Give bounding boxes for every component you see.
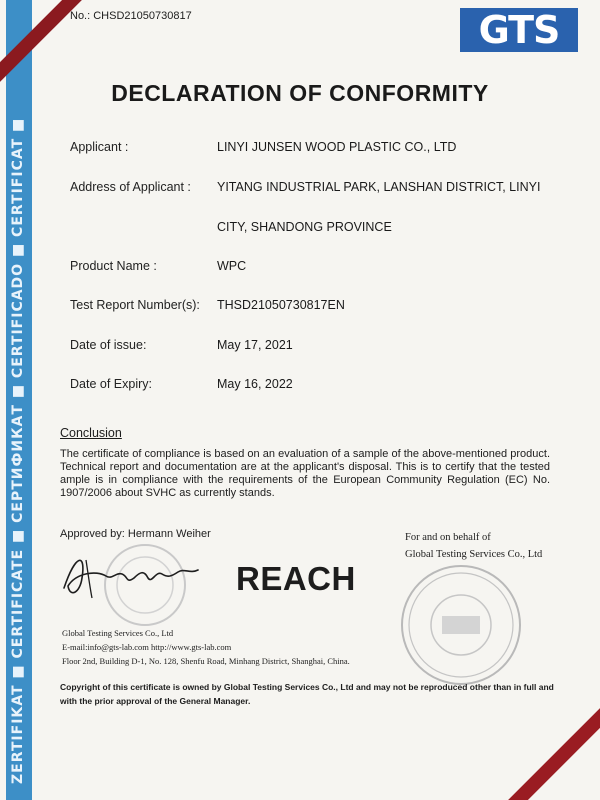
date-of-issue-label: Date of issue: [70,338,147,352]
certificate-number: No.: CHSD21050730817 [70,10,192,22]
company-contact: E-mail:info@gts-lab.com http://www.gts-lab.com [62,642,232,652]
conclusion-body: The certificate of compliance is based on an evaluation of a sample of the above-mentioned product. Technical report and documentation are at the applicant's disposal. This is to certify that the tested ample is in compliance with the requirements of the European Community Regulation (EC) No. 1907/2006 about SVHC as currently stands. [60,448,550,499]
on-behalf-line1: For and on behalf of [405,532,491,543]
page-title: DECLARATION OF CONFORMITY [111,80,489,106]
date-of-expiry-label: Date of Expiry: [70,377,152,391]
on-behalf-line2: Global Testing Services Co., Ltd [405,549,543,560]
certificate-side-border [6,0,32,800]
test-report-label: Test Report Number(s): [70,298,200,312]
date-of-expiry-value: May 16, 2022 [217,377,293,391]
test-report-value: THSD21050730817EN [217,298,345,312]
reach-label: REACH [236,560,356,597]
product-name-label: Product Name : [70,259,157,273]
date-of-issue-value: May 17, 2021 [217,338,293,352]
applicant-value: LINYI JUNSEN WOOD PLASTIC CO., LTD [217,140,457,154]
gts-logo: GTS [460,8,578,52]
company-name: Global Testing Services Co., Ltd [62,628,174,638]
address-label: Address of Applicant : [70,180,191,194]
address-value-line2: CITY, SHANDONG PROVINCE [217,220,392,234]
copyright-notice: Copyright of this certificate is owned by Global Testing Services Co., Ltd and may not be reproduced other than in full and with the prior approval of the General Manager. [60,682,554,706]
product-name-value: WPC [217,259,247,273]
address-value-line1: YITANG INDUSTRIAL PARK, LANSHAN DISTRICT, LINYI [217,180,541,194]
signature-image [56,548,206,603]
company-address: Floor 2nd, Building D-1, No. 128, Shenfu Road, Minhang District, Shanghai, China. [62,656,350,666]
approved-by: Approved by: Hermann Weiher [60,528,211,540]
conclusion-heading: Conclusion [60,426,122,440]
applicant-label: Applicant : [70,140,129,154]
side-border-text: ZERTIFIKAT ■ CERTIFICATE ■ СЕРТИФИКАТ ■ CERTIFICADO ■ CERTIFICAT ■ [10,117,26,784]
certification-seal [398,562,524,688]
